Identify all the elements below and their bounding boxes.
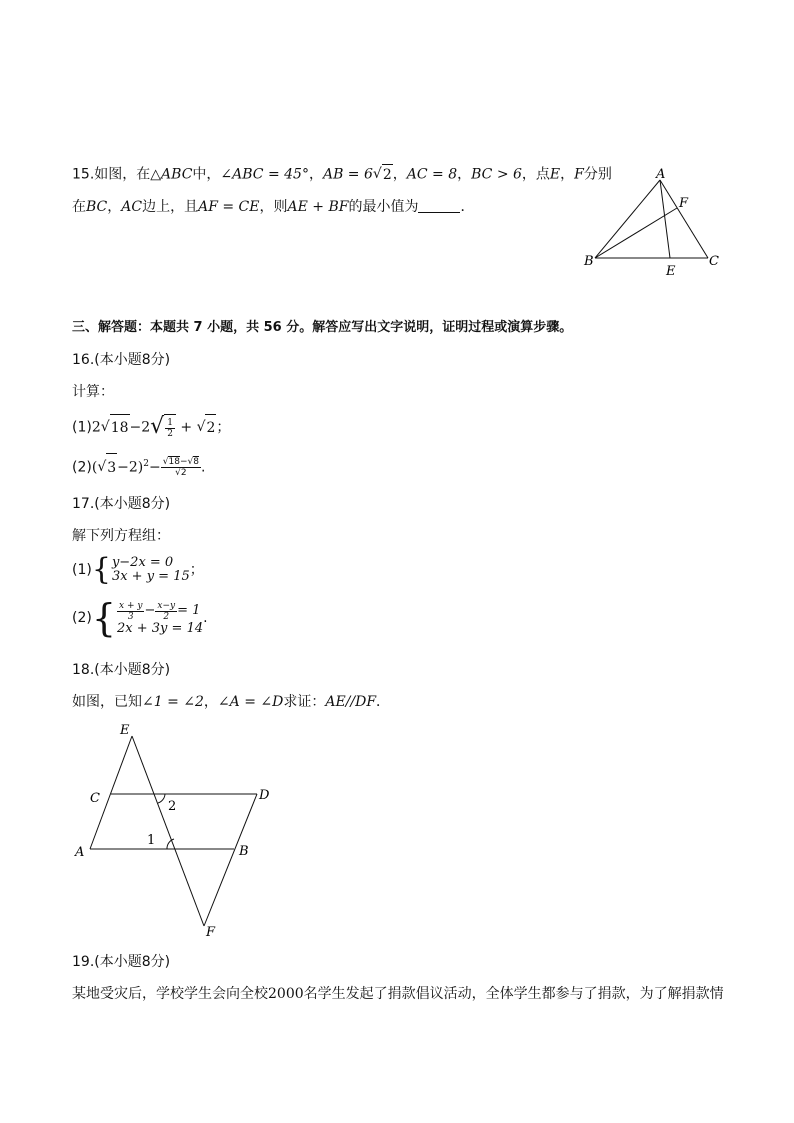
equation-system: { y−2x = 0 3x + y = 15 xyxy=(91,552,190,587)
label-angle-1: 1 xyxy=(147,833,156,848)
q15-line-2: 在BC，AC边上，且AF = CE，则AE + BF的最小值为 ． xyxy=(72,199,475,215)
sqrt: √ 2 xyxy=(372,166,392,183)
fraction: $\frac{√18-√8}{√2}$ xyxy=(162,457,199,479)
q17-part-2: (2) { $\frac{x + y}{3}$ − $\frac{x-y}{2}$ = 1 2x + 3y = 14 . xyxy=(72,596,208,640)
equation-system: { $\frac{x + y}{3}$ − $\frac{x-y}{2}$ = 1 2x + 3y = 14 xyxy=(91,596,204,640)
segment-ae xyxy=(660,180,670,258)
q16-part-1: (1)2 √ 18 −2 √ $\frac{1}{2}$ + √ 2 ； xyxy=(72,414,231,439)
label-d: D xyxy=(259,788,270,803)
section-heading: 三、解答题：本题共 7 小题，共 56 分。解答应写出文字说明，证明过程或演算步骤。 xyxy=(72,320,573,335)
segment-ef xyxy=(132,736,204,926)
sqrt: √ 3 xyxy=(97,453,117,482)
label-f: F xyxy=(679,196,689,211)
sqrt-fraction: √ $\frac{1}{2}$ xyxy=(150,414,176,441)
label-f: F xyxy=(206,925,216,940)
q16-intro: 计算： xyxy=(72,384,114,400)
label-angle-2: 2 xyxy=(168,799,177,814)
segment-ab xyxy=(595,180,660,258)
q18-parallel-figure xyxy=(70,718,280,943)
label-e: E xyxy=(120,723,130,738)
segment-bf xyxy=(595,208,677,258)
q17-part-1: (1) { y−2x = 0 3x + y = 15 ； xyxy=(72,552,204,587)
segment-ac xyxy=(660,180,708,258)
q18-header: 18.(本小题8分) xyxy=(72,662,171,678)
sqrt: √ 18 xyxy=(101,414,130,441)
q17-intro: 解下列方程组： xyxy=(72,528,170,544)
q19-text: 某地受灾后，学校学生会向全校2000名学生发起了捐款倡议活动，全体学生都参与了捐款，为了解捐款情 xyxy=(72,986,724,1002)
label-a: A xyxy=(75,845,85,860)
label-a: A xyxy=(656,167,666,182)
label-e: E xyxy=(666,264,676,279)
label-c: C xyxy=(709,254,719,269)
sqrt: √ 2 xyxy=(197,414,217,441)
q16-header: 16.(本小题8分) xyxy=(72,352,171,368)
label-c: C xyxy=(90,791,100,806)
segment-df xyxy=(204,794,257,926)
answer-blank xyxy=(418,198,460,213)
q18-statement: 如图，已知∠1 = ∠2，∠A = ∠D求证：AE//DF． xyxy=(72,694,391,710)
label-b: B xyxy=(239,844,249,859)
angle-2-arc xyxy=(158,794,165,803)
q19-header: 19.(本小题8分) xyxy=(72,954,171,970)
q15-line-1: 15.如图，在△ABC中，∠ABC = 45°，AB = 6 √ 2 ，AC = 8，BC > 6，点E，F分别 xyxy=(72,166,612,183)
label-b: B xyxy=(584,254,594,269)
q15-triangle-figure xyxy=(580,160,730,282)
q16-part-2: (2)( √ 3 −2)$^2$− $\frac{√18-√8}{√2}$ . xyxy=(72,450,205,478)
q17-header: 17.(本小题8分) xyxy=(72,496,171,512)
